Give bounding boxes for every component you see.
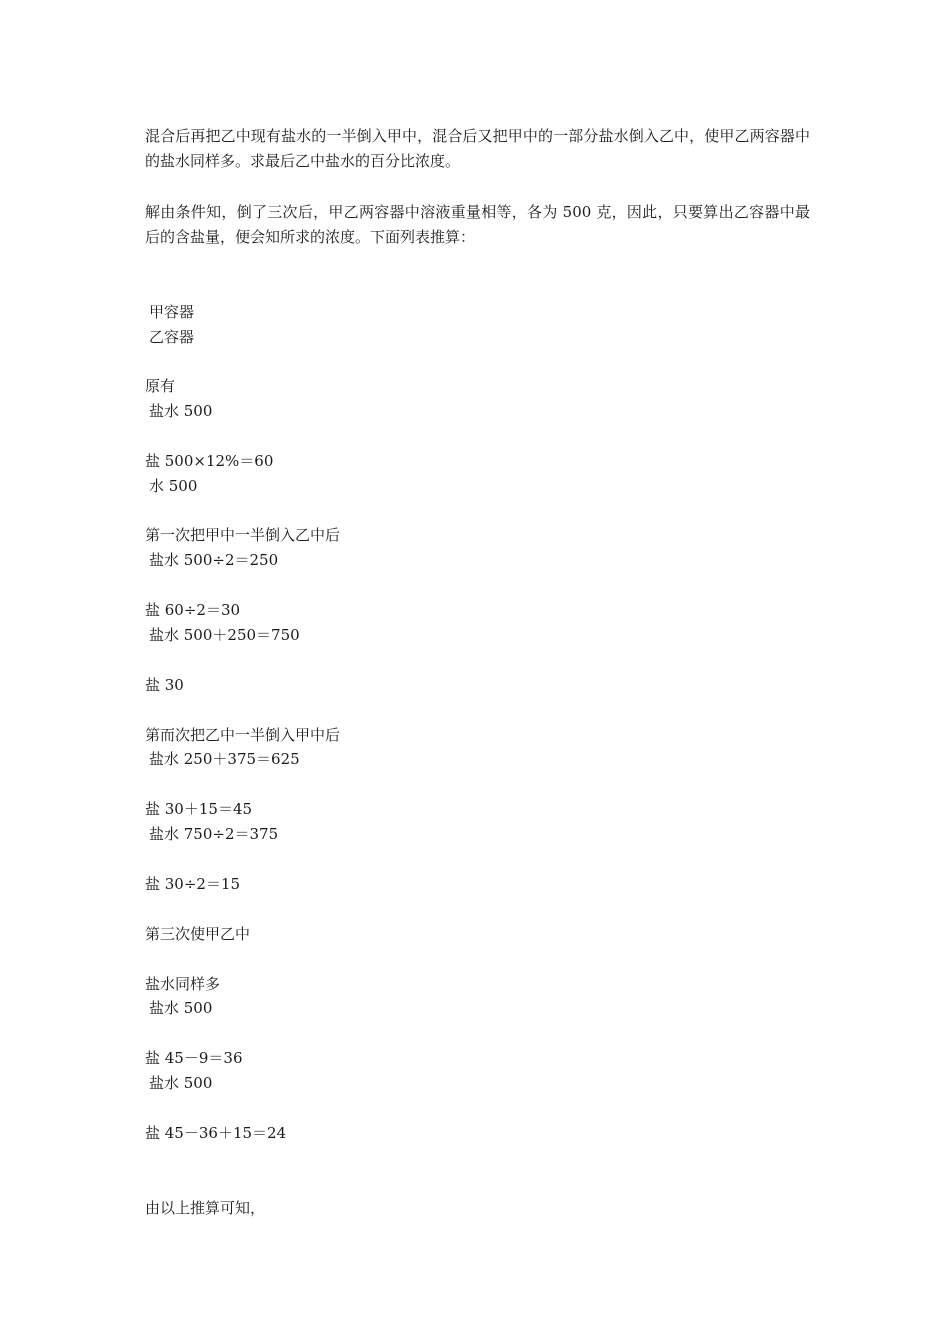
conclusion-line: 由以上推算可知，	[145, 1199, 266, 1217]
row-first-b-brine: 盐水 500＋250＝750	[149, 626, 300, 644]
row-second-b-salt: 盐 30÷2＝15	[145, 875, 241, 893]
solution-paragraph: 解由条件知，倒了三次后，甲乙两容器中溶液重量相等，各为 500 克，因此，只要算出乙容器中最后的含盐量，便会知所求的浓度。下面列表推算：	[145, 203, 810, 246]
row-second-a-brine: 盐水 250＋375＝625	[149, 750, 300, 768]
header-container-b: 乙容器	[149, 328, 195, 346]
row-third-a-brine: 盐水 500	[149, 999, 213, 1017]
row-second-a-salt: 盐 30＋15＝45	[145, 800, 253, 818]
row-original-label: 原有	[145, 377, 176, 395]
row-third-b-salt: 盐 45－36＋15＝24	[145, 1124, 287, 1142]
problem-paragraph: 混合后再把乙中现有盐水的一半倒入甲中，混合后又把甲中的一部分盐水倒入乙中，使甲乙两容器中的盐水同样多。求最后乙中盐水的百分比浓度。	[145, 127, 810, 170]
row-second-b-brine: 盐水 750÷2＝375	[149, 825, 279, 843]
row-second-label: 第而次把乙中一半倒入甲中后	[145, 726, 341, 744]
row-third-a-salt: 盐 45－9＝36	[145, 1049, 243, 1067]
row-third-b-brine: 盐水 500	[149, 1074, 213, 1092]
row-original-a-salt: 盐 500×12%＝60	[145, 452, 274, 470]
row-first-label: 第一次把甲中一半倒入乙中后	[145, 526, 341, 544]
row-first-a-brine: 盐水 500÷2＝250	[149, 551, 279, 569]
row-original-a-brine: 盐水 500	[149, 402, 213, 420]
row-first-b-salt: 盐 30	[145, 676, 184, 694]
row-third-label-1: 第三次使甲乙中	[145, 925, 251, 943]
row-first-a-salt: 盐 60÷2＝30	[145, 601, 241, 619]
row-original-b-water: 水 500	[149, 477, 198, 495]
row-third-label-2: 盐水同样多	[145, 975, 221, 993]
header-container-a: 甲容器	[149, 303, 195, 321]
